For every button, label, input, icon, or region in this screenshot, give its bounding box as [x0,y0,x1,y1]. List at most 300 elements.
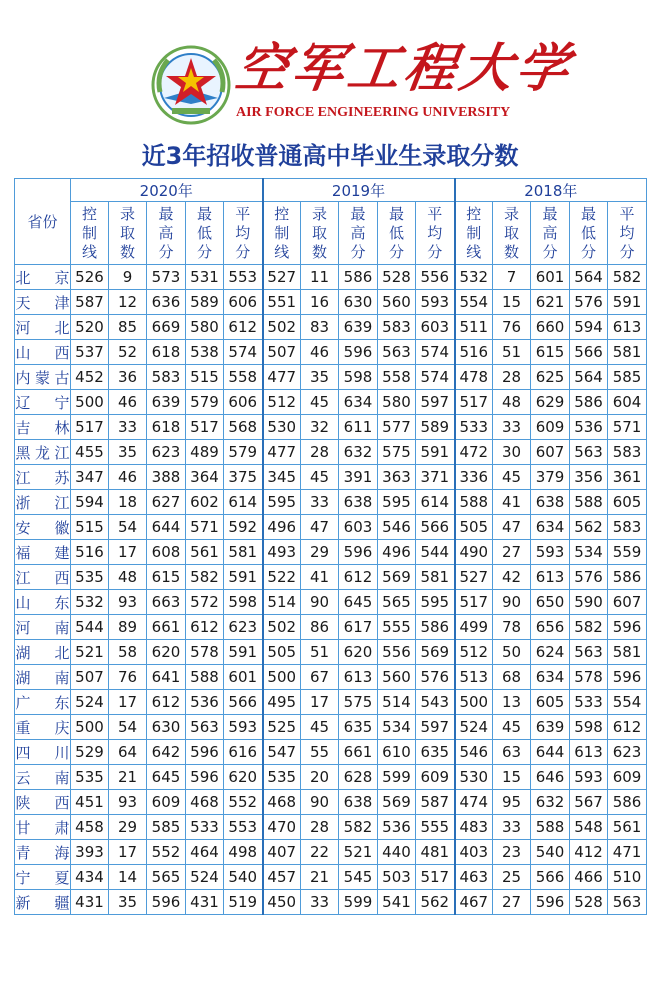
score-cell: 609 [531,415,570,440]
score-cell: 569 [378,565,416,590]
score-cell: 17 [109,540,147,565]
table-row [15,565,647,590]
score-cell: 379 [531,465,570,490]
table-row [15,840,647,865]
score-cell: 594 [71,490,109,515]
table-row [15,740,647,765]
score-cell: 64 [109,740,147,765]
score-cell: 15 [493,765,531,790]
province-cell [15,440,71,465]
score-cell: 33 [493,415,531,440]
score-cell: 553 [224,265,263,290]
score-cell: 595 [378,490,416,515]
province-name: 山西 [15,343,70,362]
score-cell: 644 [147,515,186,540]
province-name: 重庆 [15,718,70,737]
score-cell: 83 [301,315,339,340]
score-cell: 481 [416,840,455,865]
table-row [15,465,647,490]
score-cell: 563 [378,340,416,365]
score-cell: 407 [263,840,301,865]
score-cell: 581 [224,540,263,565]
score-cell: 604 [608,390,647,415]
column-header [570,202,608,265]
score-cell: 41 [301,565,339,590]
score-cell: 533 [186,815,224,840]
score-cell: 632 [531,790,570,815]
score-cell: 42 [493,565,531,590]
score-cell: 612 [224,315,263,340]
province-name: 青海 [15,843,70,862]
score-cell: 513 [455,665,493,690]
score-cell: 593 [416,290,455,315]
score-cell: 530 [263,415,301,440]
province-cell [15,415,71,440]
score-cell: 458 [71,815,109,840]
air-force-emblem-icon [150,44,232,126]
score-cell: 540 [224,865,263,890]
column-header-char: 平 [235,204,251,223]
score-cell: 621 [531,290,570,315]
score-cell: 524 [71,690,109,715]
score-cell: 639 [531,715,570,740]
score-cell: 524 [455,715,493,740]
score-cell: 434 [71,865,109,890]
score-cell: 601 [224,665,263,690]
column-header-char: 取 [119,223,135,242]
score-cell: 562 [416,890,455,915]
score-cell: 535 [71,565,109,590]
column-header-char: 分 [235,242,251,261]
score-cell: 466 [570,865,608,890]
score-cell: 593 [531,540,570,565]
score-cell: 596 [186,740,224,765]
province-name: 河南 [15,618,70,637]
score-cell: 463 [455,865,493,890]
score-cell: 531 [186,265,224,290]
score-cell: 571 [608,415,647,440]
province-cell [15,665,71,690]
column-header-char: 控 [81,204,97,223]
score-cell: 556 [416,265,455,290]
column-header-char: 录 [119,204,135,223]
column-header-char: 线 [81,242,97,261]
column-header-char: 最 [542,204,558,223]
score-cell: 536 [186,690,224,715]
column-header-char: 制 [81,223,97,242]
province-cell [15,640,71,665]
table-row [15,665,647,690]
score-cell: 33 [493,815,531,840]
year-header: 2018年 [455,179,647,202]
score-cell: 46 [109,465,147,490]
score-cell: 45 [493,715,531,740]
score-cell: 545 [339,865,378,890]
score-cell: 552 [224,790,263,815]
score-cell: 579 [186,390,224,415]
score-cell: 558 [378,365,416,390]
score-cell: 336 [455,465,493,490]
score-cell: 347 [71,465,109,490]
score-cell: 27 [493,890,531,915]
score-cell: 403 [455,840,493,865]
score-cell: 612 [186,615,224,640]
score-cell: 645 [147,765,186,790]
column-header [531,202,570,265]
province-cell [15,890,71,915]
score-cell: 452 [71,365,109,390]
score-cell: 22 [301,840,339,865]
score-cell: 541 [378,890,416,915]
score-cell: 638 [531,490,570,515]
column-header-char: 录 [311,204,327,223]
score-cell: 489 [186,440,224,465]
score-cell: 517 [416,865,455,890]
score-cell: 472 [455,440,493,465]
table-row [15,315,647,340]
score-cell: 599 [378,765,416,790]
score-cell: 58 [109,640,147,665]
score-cell: 18 [109,490,147,515]
score-cell: 23 [493,840,531,865]
score-cell: 28 [493,365,531,390]
score-cell: 606 [224,390,263,415]
province-name: 宁夏 [15,868,70,887]
score-cell: 499 [455,615,493,640]
score-cell: 572 [186,590,224,615]
province-name: 北京 [15,268,70,287]
province-cell [15,690,71,715]
score-cell: 78 [493,615,531,640]
score-cell: 576 [570,565,608,590]
score-cell: 656 [531,615,570,640]
score-cell: 641 [147,665,186,690]
score-cell: 33 [301,490,339,515]
score-cell: 467 [455,890,493,915]
score-cell: 583 [378,315,416,340]
province-name: 甘肃 [15,818,70,837]
province-name: 安徽 [15,518,70,537]
score-cell: 534 [570,540,608,565]
province-cell [15,565,71,590]
score-cell: 525 [263,715,301,740]
score-table-container [14,178,646,915]
university-name-en: AIR FORCE ENGINEERING UNIVERSITY [236,105,511,120]
score-cell: 602 [186,490,224,515]
score-cell: 588 [186,665,224,690]
score-cell: 552 [147,840,186,865]
score-cell: 490 [455,540,493,565]
score-cell: 589 [186,290,224,315]
column-header-char: 分 [619,242,635,261]
score-cell: 618 [147,415,186,440]
score-cell: 608 [147,540,186,565]
score-cell: 547 [263,740,301,765]
score-cell: 364 [186,465,224,490]
score-cell: 625 [531,365,570,390]
table-row [15,390,647,415]
score-cell: 535 [263,765,301,790]
table-row [15,440,647,465]
table-row [15,340,647,365]
score-cell: 581 [608,640,647,665]
score-cell: 471 [608,840,647,865]
score-cell: 526 [71,265,109,290]
score-cell: 555 [416,815,455,840]
column-header [339,202,378,265]
province-name: 云南 [15,768,70,787]
province-cell [15,365,71,390]
score-cell: 76 [493,315,531,340]
column-header-char: 控 [274,204,290,223]
score-cell: 603 [339,515,378,540]
column-header-char: 高 [542,223,558,242]
score-cell: 634 [531,515,570,540]
score-cell: 14 [109,865,147,890]
score-cell: 596 [147,890,186,915]
column-header-char: 均 [235,223,251,242]
score-cell: 89 [109,615,147,640]
score-cell: 553 [224,815,263,840]
score-cell: 45 [301,715,339,740]
score-cell: 628 [339,765,378,790]
score-cell: 21 [109,765,147,790]
score-cell: 569 [416,640,455,665]
column-header [378,202,416,265]
score-cell: 9 [109,265,147,290]
score-cell: 663 [147,590,186,615]
score-cell: 15 [493,290,531,315]
score-table [14,178,647,915]
score-cell: 522 [263,565,301,590]
score-cell: 587 [71,290,109,315]
score-cell: 597 [416,715,455,740]
score-cell: 639 [147,390,186,415]
score-cell: 613 [531,565,570,590]
province-cell [15,615,71,640]
score-cell: 17 [301,690,339,715]
score-cell: 41 [493,490,531,515]
score-cell: 638 [339,790,378,815]
score-cell: 527 [455,565,493,590]
score-cell: 483 [455,815,493,840]
column-header-char: 线 [466,242,482,261]
score-cell: 35 [109,890,147,915]
column-header [301,202,339,265]
score-cell: 68 [493,665,531,690]
header [0,0,660,138]
score-cell: 620 [147,640,186,665]
year-header: 2019年 [263,179,455,202]
score-cell: 95 [493,790,531,815]
table-row [15,490,647,515]
score-cell: 532 [455,265,493,290]
score-cell: 563 [186,715,224,740]
province-name: 四川 [15,743,70,762]
score-cell: 593 [570,765,608,790]
score-cell: 601 [531,265,570,290]
column-header [109,202,147,265]
score-cell: 580 [378,390,416,415]
score-cell: 47 [493,515,531,540]
score-cell: 393 [71,840,109,865]
score-cell: 529 [71,740,109,765]
province-name: 河北 [15,318,70,337]
score-cell: 582 [186,565,224,590]
score-cell: 528 [378,265,416,290]
table-row [15,415,647,440]
table-row [15,265,647,290]
score-cell: 586 [570,390,608,415]
column-header [608,202,647,265]
score-cell: 569 [378,790,416,815]
score-cell: 586 [608,790,647,815]
score-cell: 431 [186,890,224,915]
score-cell: 51 [493,340,531,365]
province-name: 天津 [15,293,70,312]
score-cell: 623 [224,615,263,640]
table-row [15,815,647,840]
column-header-char: 录 [504,204,520,223]
score-cell: 571 [186,515,224,540]
score-cell: 623 [608,740,647,765]
score-cell: 468 [186,790,224,815]
score-cell: 630 [339,290,378,315]
score-cell: 609 [608,765,647,790]
score-cell: 502 [263,315,301,340]
province-name: 山东 [15,593,70,612]
score-cell: 538 [186,340,224,365]
score-cell: 614 [416,490,455,515]
column-header-char: 平 [619,204,635,223]
score-cell: 33 [301,890,339,915]
score-cell: 598 [224,590,263,615]
score-cell: 45 [301,465,339,490]
score-cell: 610 [378,740,416,765]
score-cell: 609 [416,765,455,790]
score-cell: 47 [301,515,339,540]
province-cell [15,265,71,290]
table-row [15,615,647,640]
column-header-char: 分 [427,242,443,261]
score-cell: 90 [301,590,339,615]
column-header-char: 分 [158,242,174,261]
province-name: 广东 [15,693,70,712]
score-cell: 388 [147,465,186,490]
score-cell: 585 [147,815,186,840]
score-cell: 505 [455,515,493,540]
score-cell: 564 [570,265,608,290]
column-header-char: 分 [581,242,597,261]
score-cell: 514 [263,590,301,615]
score-cell: 51 [301,640,339,665]
column-header-char: 最 [581,204,597,223]
score-cell: 591 [224,565,263,590]
score-cell: 470 [263,815,301,840]
score-cell: 90 [493,590,531,615]
score-cell: 590 [570,590,608,615]
score-cell: 613 [608,315,647,340]
score-cell: 568 [224,415,263,440]
score-cell: 451 [71,790,109,815]
score-cell: 591 [416,440,455,465]
score-cell: 514 [378,690,416,715]
score-cell: 661 [147,615,186,640]
score-cell: 512 [455,640,493,665]
score-cell: 645 [339,590,378,615]
score-cell: 493 [263,540,301,565]
score-cell: 516 [71,540,109,565]
score-cell: 551 [263,290,301,315]
score-cell: 596 [339,540,378,565]
score-cell: 586 [416,615,455,640]
score-cell: 546 [455,740,493,765]
score-cell: 93 [109,590,147,615]
score-cell: 86 [301,615,339,640]
score-cell: 524 [186,865,224,890]
province-name: 吉林 [15,418,70,437]
score-cell: 498 [224,840,263,865]
score-cell: 603 [416,315,455,340]
score-cell: 605 [608,490,647,515]
province-name: 湖南 [15,668,70,687]
score-cell: 583 [147,365,186,390]
score-cell: 457 [263,865,301,890]
score-cell: 25 [493,865,531,890]
column-header-char: 控 [466,204,482,223]
score-cell: 478 [455,365,493,390]
score-cell: 630 [147,715,186,740]
score-cell: 615 [147,565,186,590]
score-cell: 579 [224,440,263,465]
score-cell: 361 [608,465,647,490]
score-cell: 517 [186,415,224,440]
column-header-char: 制 [274,223,290,242]
score-cell: 36 [109,365,147,390]
table-row [15,890,647,915]
score-cell: 580 [186,315,224,340]
score-cell: 586 [608,565,647,590]
score-cell: 507 [263,340,301,365]
score-cell: 516 [455,340,493,365]
province-cell [15,790,71,815]
score-cell: 46 [109,390,147,415]
score-cell: 521 [339,840,378,865]
column-header-char: 线 [274,242,290,261]
province-cell [15,515,71,540]
column-header-char: 高 [350,223,366,242]
province-name: 辽宁 [15,393,70,412]
column-header-char: 数 [311,242,327,261]
score-cell: 556 [378,640,416,665]
score-cell: 588 [570,490,608,515]
score-cell: 660 [531,315,570,340]
score-cell: 412 [570,840,608,865]
score-cell: 595 [263,490,301,515]
score-cell: 515 [71,515,109,540]
score-cell: 517 [71,415,109,440]
score-cell: 583 [608,515,647,540]
score-cell: 576 [416,665,455,690]
column-header-char: 分 [350,242,366,261]
score-cell: 582 [608,265,647,290]
score-cell: 477 [263,440,301,465]
score-cell: 583 [608,440,647,465]
column-header-char: 最 [158,204,174,223]
score-cell: 534 [378,715,416,740]
table-row [15,765,647,790]
score-cell: 623 [147,440,186,465]
